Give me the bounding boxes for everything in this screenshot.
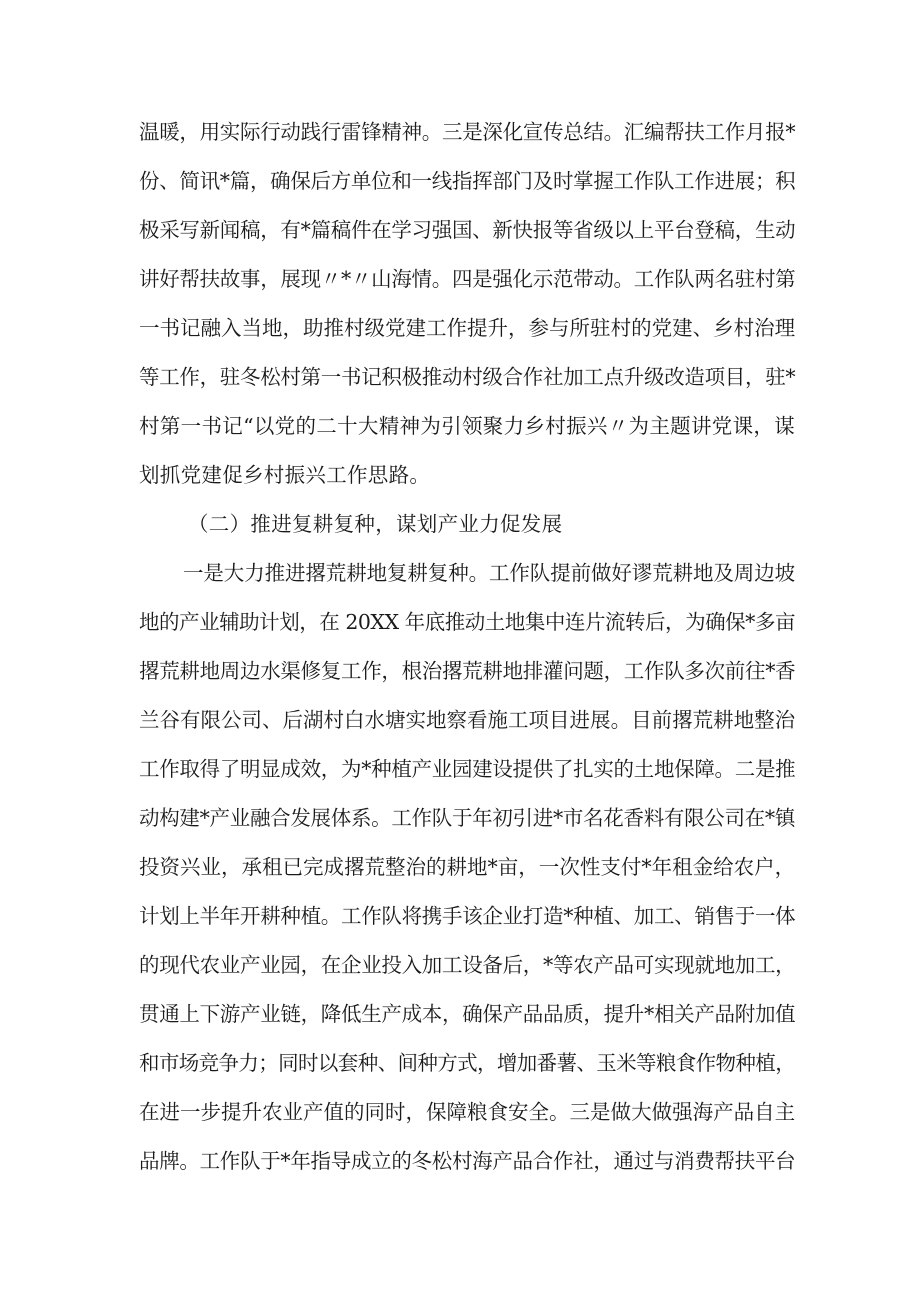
paragraph-1-line: 极采写新闻稿，有*篇稿件在学习强国、新快报等省级以上平台登稿，生动: [139, 218, 796, 242]
section-heading: （二）推进复耕复种，谋划产业力促发展: [188, 512, 563, 536]
paragraph-2-line: 兰谷有限公司、后湖村白水塘实地察看施工项目进展。目前撂荒耕地整治: [139, 708, 795, 732]
paragraph-1-line: 等工作，驻冬松村第一书记积极推动村级合作社加工点升级改造项目，驻*: [139, 365, 796, 389]
paragraph-2-line: 工作取得了明显成效，为*种植产业园建设提供了扎实的土地保障。二是推: [139, 757, 796, 781]
paragraph-2-line: 的现代农业产业园，在企业投入加工设备后，*等农产品可实现就地加工，: [139, 953, 796, 977]
paragraph-1-line: 讲好帮扶故事，展现〃*〃山海情。四是强化示范带动。工作队两名驻村第: [139, 267, 796, 291]
paragraph-1-line: 划抓党建促乡村振兴工作思路。: [139, 463, 431, 487]
paragraph-2-line: 品牌。工作队于*年指导成立的冬松村海产品合作社，通过与消费帮扶平台: [139, 1149, 796, 1173]
paragraph-2-line: 贯通上下游产业链，降低生产成本，确保产品品质，提升*相关产品附加值: [139, 1002, 796, 1026]
paragraph-2-line: 投资兴业，承租已完成撂荒整治的耕地*亩，一次性支付*年租金给农户，: [139, 855, 795, 879]
paragraph-2-line: 地的产业辅助计划，在 20XX 年底推动土地集中连片流转后，为确保*多亩: [139, 610, 795, 634]
paragraph-2-line: 动构建*产业融合发展体系。工作队于年初引进*市名花香料有限公司在*镇: [139, 806, 796, 830]
paragraph-1-line: 份、简讯*篇，确保后方单位和一线指挥部门及时掌握工作队工作进展；积: [139, 169, 796, 193]
paragraph-1-line: 温暖，用实际行动践行雷锋精神。三是深化宣传总结。汇编帮扶工作月报*: [139, 120, 796, 144]
paragraph-1-line: 一书记融入当地，助推村级党建工作提升，参与所驻村的党建、乡村治理: [139, 316, 795, 340]
paragraph-2-line: 计划上半年开耕种植。工作队将携手该企业打造*种植、加工、销售于一体: [139, 904, 796, 928]
paragraph-1-line: 村第一书记“以党的二十大精神为引领聚力乡村振兴〃为主题讲党课，谋: [139, 414, 795, 438]
paragraph-2-line: 撂荒耕地周边水渠修复工作，根治撂荒耕地排灌问题，工作队多次前往*香: [139, 659, 796, 683]
paragraph-2-line: 一是大力推进撂荒耕地复耕复种。工作队提前做好谬荒耕地及周边坡: [183, 561, 795, 585]
paragraph-2-line: 在进一步提升农业产值的同时，保障粮食安全。三是做大做强海产品自主: [139, 1100, 795, 1124]
paragraph-2-line: 和市场竞争力；同时以套种、间种方式，增加番薯、玉米等粮食作物种植，: [139, 1051, 795, 1075]
